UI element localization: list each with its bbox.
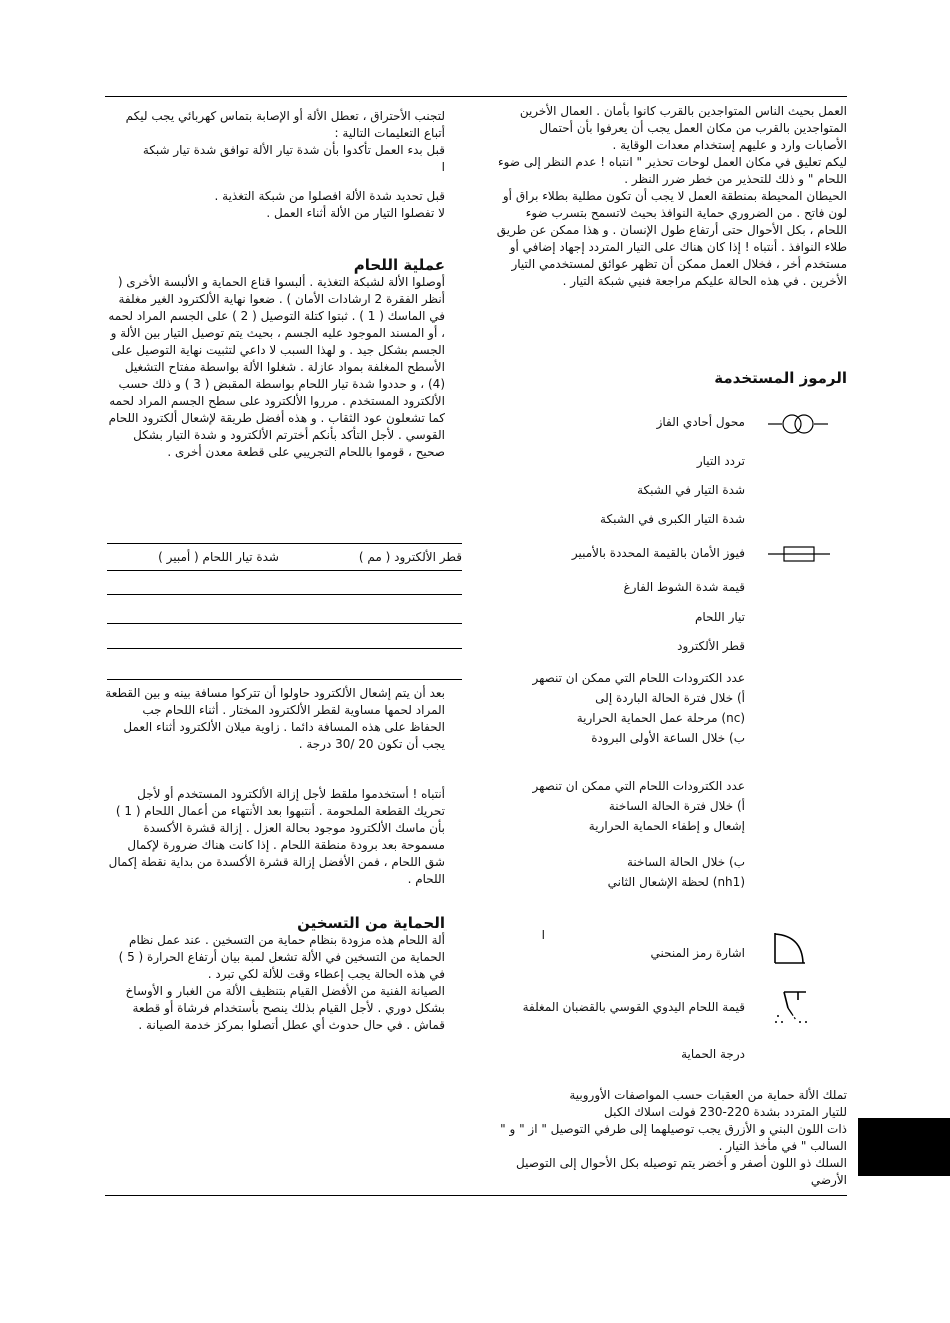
symbol-label: شدة التيار الكبرى في الشبكة [600,512,745,526]
closing-paragraph-2: للتيار المتردد بشدة 220-230 فولت اسلاك الكبل [603,1105,847,1119]
intro-paragraph-2: ليكم تعليق في مكان العمل لوحات تحذير " انتباه ! عدم النظر إلى ضوء اللحام " و ذلك للتحذير من خطر ضرر النظر . [497,155,847,186]
closing-paragraph-4: السلك ذو اللون أصفر و أخضر يتم توصيله بكل الأحوال إلى التوصيل الأرضي [516,1156,847,1187]
hot-electrodes-block [495,776,745,892]
welding-paragraph: أوصلوا الألة لشبكة التغذية . ألبسوا قناع الحماية و الألبسة الأخرى ( أنظر الفقرة 2 ارشادات الأمان ) . ضعوا نهاية الألكترود الغير مغلفة في الماسك ( 1 ) . ثبتوا كتلة التوصيل ( 2 ) على الجسم المراد لحمه ، أو المسند الموجود عليه الجسم ، بحيث يتم توصيل التيار بين الألة و الجسم بشكل جيد . و لهذا السبب لا داعي لتثبيت نهاية التوصيل على الأسطح المغلفة بمواد عازلة . شغلوا الألة بواسطة مفتاح التشغيل (4) ، و حددوا شدة تيار اللحام بواسطة المقبض ( 3 ) و ذلك حسب الألكترود المستخدم . مرروا الألكترود على سطح الجسم المراد لحمه كما تشعلون عود الثقاب . و هذه أفضل طريقة لإشعال ألكترود اللحام القوسي . لأجل التأكد بأنكم أخترتم الألكترود و شدة التيار بشكل صحيح ، قوموا باللحام التجريبي على قطعة معدن أخرى . [108,275,445,459]
table-header-diameter: قطر الألكترود ( مم ) [358,550,462,564]
symbol-row-mains-current [495,482,745,499]
cold-line-2: أ) خلال فترة الحالة الباردة إلى [595,691,745,705]
right-closing [495,1087,847,1189]
table-bottom-rule [107,679,462,680]
symbol-row-fuse [495,545,745,562]
hot-line-3: إشعال و إطفاء الحماية الحرارية [588,819,745,833]
top-rule [105,96,847,97]
welding-section [105,257,445,461]
fuse-icon [768,544,830,564]
table-row-rule [107,623,462,624]
symbol-label: شدة التيار في الشبكة [637,483,745,497]
table-row-rule [107,648,462,649]
attention-block [105,786,445,888]
manual-welding-row [495,999,745,1016]
intro-paragraph-3: الحيطان المحيطة بمنطقة العمل لا يجب أن تكون مطلية بطلاء براق أو لون فاتح . من الضروري حماية النوافذ بحيث لاتسمح بتسرب ضوء اللحام ، بكل الأحوال حتى أرتفاع طول الإنسان . و هذا ممكن عن طريق طلاء النوافذ . أنتباه ! إذا كان هناك على التيار المتردد إجهاد إضافي أو مستخدم أخر ، فخلال العمل ممكن أن تظهر عوائق لمستخدمي التيار الأخرين . في هذه الحالة عليكم مراجعة فنيي شبكة التيار . [496,189,847,288]
symbol-label: فيوز الأمان بالقيمة المحددة بالأمبير [571,546,745,560]
hot-line-5: (nh1) لحظة الإشعال الثاني [607,875,745,889]
hot-line-4: ب) خلال الحالة الساخنة [626,855,745,869]
welding-heading: عملية اللحام [353,256,445,274]
left-top-block [105,108,445,222]
table-header-current: شدة تيار اللحام ( أمبير ) [158,550,279,564]
symbol-row-open-voltage [495,579,745,596]
hot-line-1: عدد الكترودات اللحام التي ممكن ان تنصهر [532,779,745,793]
page-edge-tab [858,1118,950,1176]
closing-paragraph-1: تملك الألة حماية من العقبات حسب المواصفات الأوروبية [569,1088,847,1102]
table-row-rule [107,570,462,571]
curve-icon [772,930,808,966]
manual-welding-label: قيمة اللحام اليدوي القوسي بالقضبان المغلفة [522,1000,745,1014]
symbol-row-electrode-diameter [495,638,745,655]
left-top-item-4: لا تفصلوا التيار من الألة أثناء العمل . [266,206,445,220]
manual-welding-icon [770,988,810,1026]
left-top-item-2: ا [441,160,445,174]
overheat-heading: الحماية من التسخين [297,914,445,932]
table-row-rule [107,594,462,595]
curve-label-extra: ا [541,928,545,942]
right-intro [495,103,847,290]
symbol-label: تردد التيار [696,454,745,468]
symbol-row-welding-current [495,609,745,626]
symbol-row-frequency [495,453,745,470]
protection-degree-label: درجة الحماية [681,1047,745,1061]
left-top-item-3: قبل تحديد شدة الألة افصلوا من شبكة التغذية . [214,189,445,203]
left-top-item-1: قبل بدء العمل تأكدوا بأن شدة تيار الألة توافق شدة تيار شبكة [142,143,445,157]
overheat-paragraph: ألة اللحام هذه مزودة بنظام حماية من التسخين . عند عمل نظام الحماية من التسخين في الألة تشعل لمبة بيان أرتفاع الحرارة ( 5 ) في هذه الحالة يجب إعطاء وقت للألة لكي تبرد . [118,933,445,981]
symbols-heading-wrap [495,370,847,387]
curve-symbol-row [495,926,745,962]
intro-paragraph-1: العمل بحيث الناس المتواجدين بالقرب كانوا بأمان . العمال الأخرين المتواجدين بالقرب من مكان العمل يجب أن يعرفوا بأن أحتمال الأصابات وارد و عليهم إستخدام معدات الوقاية . [519,104,847,152]
maintenance-paragraph: الصيانة الفنية من الأفضل القيام بتنظيف الألة من الغبار و الأوساخ بشكل دوري . لأجل القيام بذلك ينصح بأستخدام فرشاة أو قطعة قماش . في حال حدوث أي عطل أتصلوا بمركز خدمة الصيانة . [125,984,445,1032]
symbol-label: محول أحادي الفاز [656,415,745,429]
attention-paragraph: أنتباه ! أستخدموا ملقط لأجل إزالة الألكترود المستخدم أو لأجل تحريك القطعة الملحومة . أنتبهوا بعد الأنتهاء من أعمال اللحام ( 1 ) بأن ماسك الألكترود موجود بحالة العزل . إزالة قشرة الأكسدة مسموحة بعد برودة منطقة اللحام . إذا كانت هناك ضرورة لإكمال شق اللحام ، فمن الأفضل إزالة قشرة الأكسدة من بداية نقطة إكمال اللحام . [108,787,445,886]
protection-degree-row [495,1046,745,1063]
symbol-label: قيمة شدة الشوط الفارغ [623,580,745,594]
cold-line-3: (nc) مرحلة عمل الحماية الحرارية [576,711,745,725]
after-table-paragraph: بعد أن يتم إشعال الألكترود حاولوا أن تتركوا مسافة بينه و بين القطعة المراد لحمها مساوية لقطر الألكترود المختار . أثناء اللحام جب الحفاظ على هذه المسافة دائما . زاوية ميلان الألكترود أثناء العمل يجب أن تكون 20 /30 درجة . [105,686,445,751]
symbol-row-max-current [495,511,745,528]
symbol-row-transformer [495,414,745,431]
left-top-paragraph: لتجنب الأحتراق ، تعطل الألة أو الإصابة بتماس كهربائي يجب ليكم أتباع التعليمات التالية : [125,109,445,140]
symbol-label: تيار اللحام [694,610,745,624]
cold-electrodes-block [495,668,745,748]
symbols-heading: الرموز المستخدمة [714,369,847,387]
closing-paragraph-3: ذات اللون البني و الأزرق يجب توصيلهما إلى طرفي التوصيل " از " و " السالب " في مأخذ التيار . [500,1122,847,1153]
hot-line-2: أ) خلال فترة الحالة الساخنة [608,799,745,813]
after-table-block [105,685,445,753]
bottom-rule [105,1195,847,1196]
cold-line-1: عدد الكترودات اللحام التي ممكن ان تنصهر [532,671,745,685]
symbol-label: قطر الألكترود [677,639,745,653]
transformer-icon [768,412,830,436]
table-top-rule [107,543,462,544]
overheat-section [105,915,445,1034]
curve-label: اشارة رمز المنحني [650,946,745,960]
cold-line-4: ب) خلال الساعة الأولى البرودة [591,731,745,745]
